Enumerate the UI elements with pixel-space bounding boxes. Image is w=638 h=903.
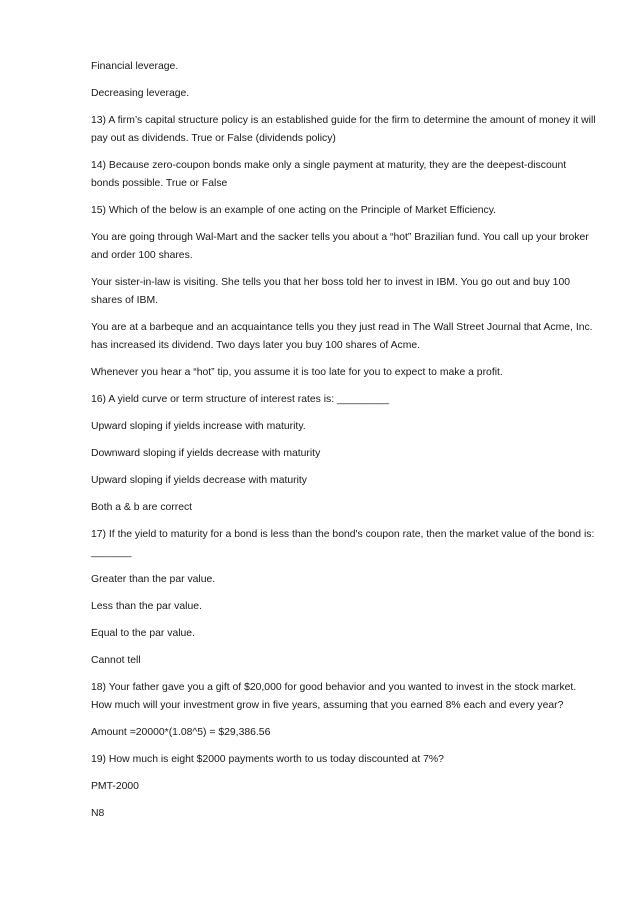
calc-input-pmt: PMT-2000 (91, 781, 139, 792)
answer-option: Your sister-in-law is visiting. She tells you that her boss told her to invest in IBM. You go out and buy 100 shares of IBM. (91, 277, 571, 306)
question-16: 16) A yield curve or term structure of interest rates is: _________ (91, 394, 390, 405)
answer-option: Both a & b are correct (91, 502, 193, 513)
calc-input-n: N8 (91, 808, 105, 819)
document-body (91, 58, 596, 832)
answer-option: Equal to the par value. (91, 628, 195, 639)
text-decreasing-leverage: Decreasing leverage. (91, 88, 190, 99)
question-14: 14) Because zero-coupon bonds make only a single payment at maturity, they are the deepest-discount bonds possible. True or False (91, 160, 567, 189)
answer-option: You are at a barbeque and an acquaintance tells you they just read in The Wall Street Journal that Acme, Inc. has increased its dividend. Two days later you buy 100 shares of Acme. (91, 322, 593, 351)
answer-option: Upward sloping if yields decrease with maturity (91, 475, 307, 486)
answer-option: You are going through Wal-Mart and the sacker tells you about a “hot” Brazilian fund. You call up your broker and order 100 shares. (91, 232, 589, 261)
question-17: 17) If the yield to maturity for a bond is less than the bond's coupon rate, then the market value of the bond is: _______ (91, 529, 595, 558)
answer-option: Downward sloping if yields decrease with maturity (91, 448, 321, 459)
answer-option: Upward sloping if yields increase with maturity. (91, 421, 306, 432)
question-13: 13) A firm’s capital structure policy is an established guide for the firm to determine the amount of money it will pay out as dividends. True or False (dividends policy) (91, 115, 596, 144)
answer-option: Cannot tell (91, 655, 141, 666)
answer-option: Less than the par value. (91, 601, 202, 612)
answer-option: Greater than the par value. (91, 574, 216, 585)
question-18: 18) Your father gave you a gift of $20,000 for good behavior and you wanted to invest in the stock market. How much will your investment grow in five years, assuming that you earned 8% each and every year? (91, 682, 577, 711)
question-15: 15) Which of the below is an example of one acting on the Principle of Market Efficiency. (91, 205, 497, 216)
formula-line: Amount =20000*(1.08^5) = $29,386.56 (91, 727, 271, 738)
question-19: 19) How much is eight $2000 payments worth to us today discounted at 7%? (91, 754, 444, 765)
text-financial-leverage: Financial leverage. (91, 61, 179, 72)
answer-option: Whenever you hear a “hot” tip, you assume it is too late for you to expect to make a profit. (91, 367, 503, 378)
